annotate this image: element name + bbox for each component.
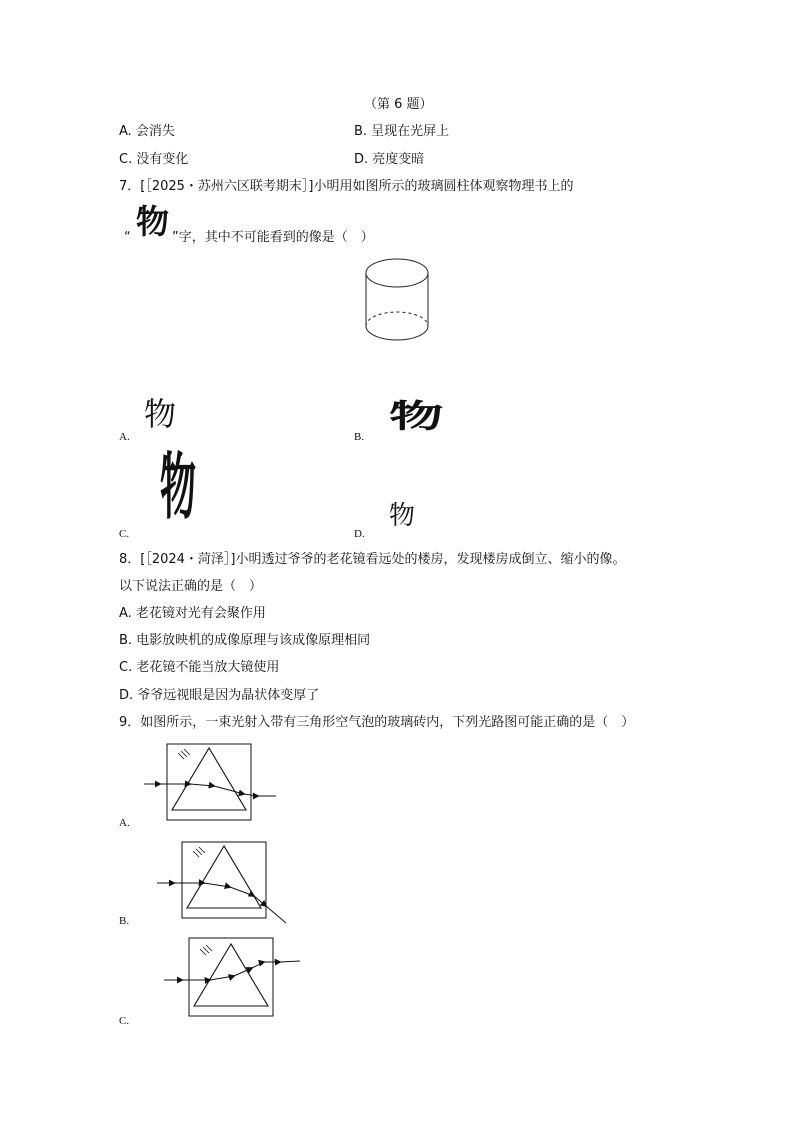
q8-option-b: B. 电影放映机的成像原理与该成像原理相同 [119,633,371,648]
question-8-stem-cont: 以下说法正确的是（ ） [119,579,263,594]
question-8-stem: 8．[［2024・菏泽］]小明透过爷爷的老花镜看远处的楼房，发现楼房成倒立、缩小的像。 [119,552,626,567]
q7-option-a-label: A. [119,431,130,443]
q7-option-c-label: C. [119,528,130,540]
q9-option-b-label: B. [119,915,130,927]
q8-option-c: C. 老花镜不能当放大镜使用 [119,660,280,675]
question-9-stem: 9．如图所示，一束光射入带有三角形空气泡的玻璃砖内，下列光路图可能正确的是（ ） [119,715,635,730]
option-c: C. 没有变化 [119,152,189,167]
q7-option-a-image: 物 [144,395,177,433]
q7-option-d-label: D. [354,528,365,540]
q8-option-d: D. 爷爷远视眼是因为晶状体变厚了 [119,688,320,703]
quote-open: “ [124,230,131,245]
question-7-stem: 7．[［2025・苏州六区联考期末］]小明用如图所示的玻璃圆柱体观察物理书上的 [119,179,574,194]
q7-option-c-image: 物 [160,448,197,530]
q7-option-b-label: B. [354,431,365,443]
q9-option-c-label: C. [119,1015,130,1027]
q9-option-a-label: A. [119,817,130,829]
option-d: D. 亮度变暗 [354,152,425,167]
glass-cylinder-figure [364,256,434,346]
q9-option-b-diagram [154,840,294,930]
option-b: B. 呈现在光屏上 [354,124,450,139]
q9-option-a-diagram [140,742,280,822]
figure-caption: （第 6 题） [364,97,433,112]
q7-option-b-image: 物 [389,397,444,435]
question-7-stem-cont: ”字，其中不可能看到的像是（ ） [172,230,374,245]
q8-option-a: A. 老花镜对光有会聚作用 [119,606,266,621]
q7-option-d-image: 物 [389,501,416,531]
option-a: A. 会消失 [119,124,175,139]
wu-character-sample: 物 [136,202,169,241]
q9-option-c-diagram [160,936,310,1016]
